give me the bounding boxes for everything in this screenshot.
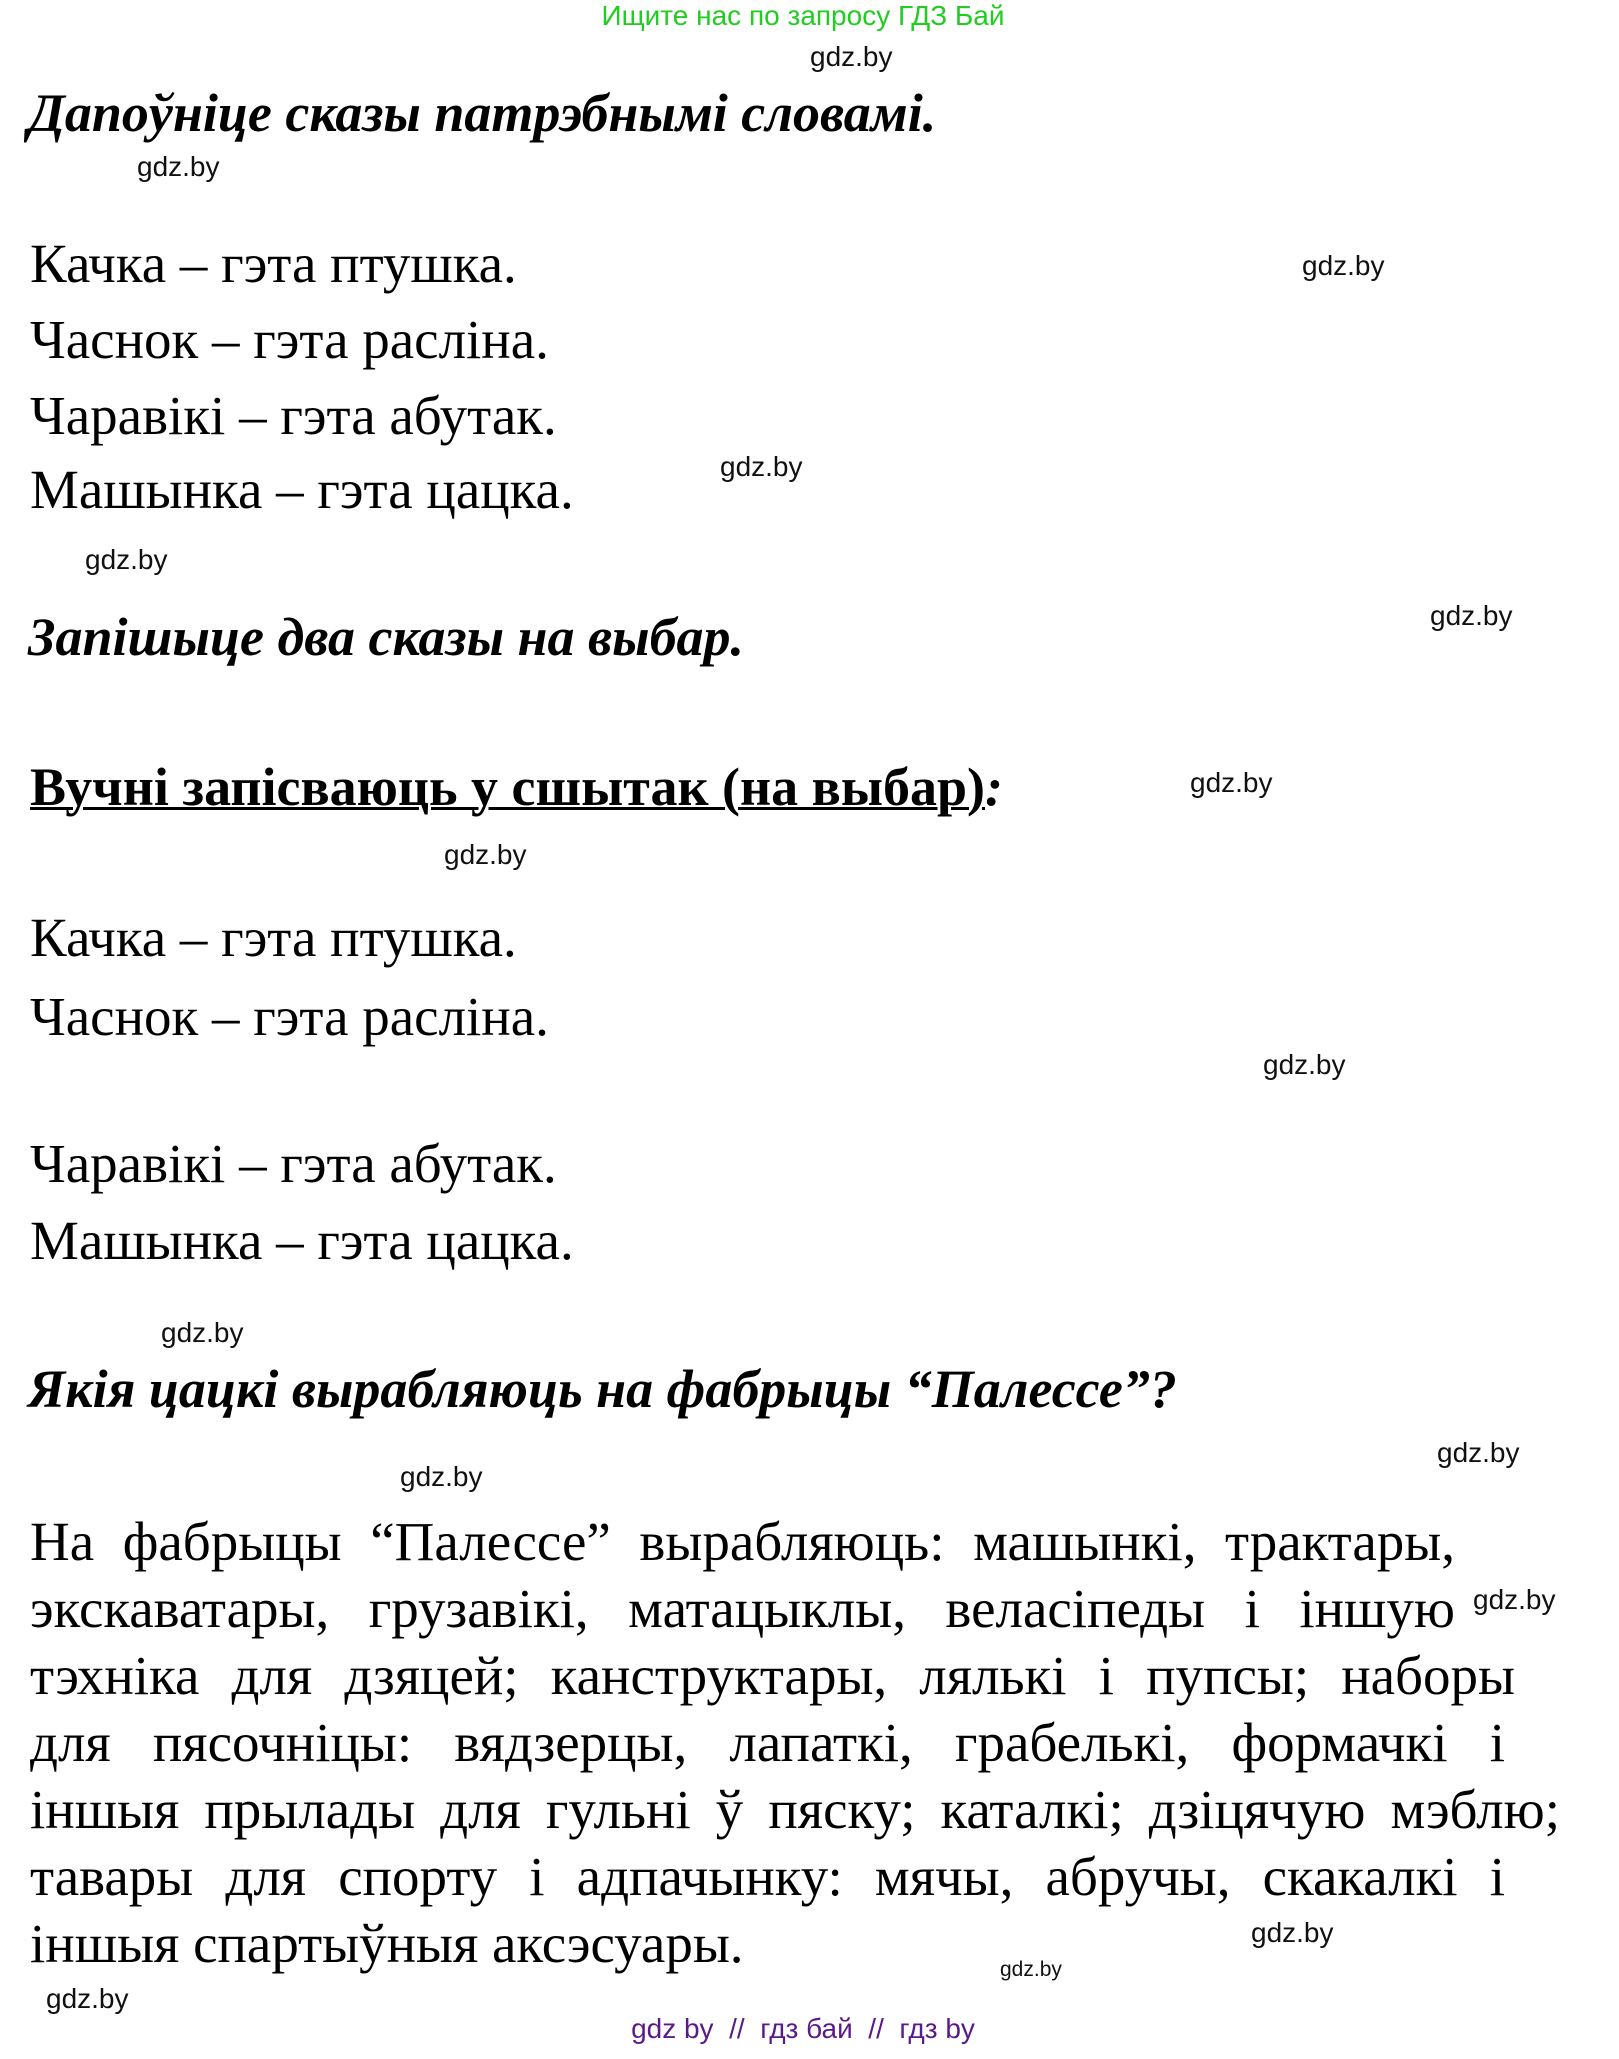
answer-line: Качка – гэта птушка.	[30, 233, 517, 294]
search-banner-link[interactable]: Ищите нас по запросу ГДЗ Бай	[601, 0, 1005, 31]
watermark: gdz.by	[444, 839, 527, 870]
watermark: gdz.by	[137, 151, 220, 182]
answer-line: Машынка – гэта цацка.	[30, 459, 574, 520]
paragraph-line: тэхніка для дзяцей; канструктары, лялькі і пупсы; наборы	[30, 1645, 1515, 1706]
watermark: gdz.by	[1430, 600, 1513, 631]
watermark: gdz.by	[810, 41, 893, 72]
answer-subheading	[30, 758, 1003, 817]
watermark: gdz.by	[1473, 1584, 1556, 1615]
answer-line: Качка – гэта птушка.	[30, 907, 517, 968]
subheading-colon: :	[985, 757, 1003, 817]
answer-line: Часнок – гэта расліна.	[30, 986, 549, 1047]
watermark: gdz.by	[161, 1317, 244, 1348]
watermark: gdz.by	[1251, 1917, 1334, 1948]
watermark: gdz.by	[1302, 250, 1385, 281]
watermark: gdz.by	[1000, 1958, 1062, 1981]
answer-line: Чаравікі – гэта абутак.	[30, 1133, 557, 1194]
paragraph-line: тавары для спорту і адпачынку: мячы, абручы, скакалкі і	[30, 1846, 1505, 1907]
task-heading-2: Запішыце два сказы на выбар.	[28, 607, 745, 667]
answer-line: Чаравікі – гэта абутак.	[30, 385, 557, 446]
task-heading-1: Дапоўніце сказы патрэбнымі словамі.	[28, 83, 937, 143]
watermark: gdz.by	[1263, 1049, 1346, 1080]
answer-line: Часнок – гэта расліна.	[30, 309, 549, 370]
paragraph-line: экскаватары, грузавікі, матацыклы, веласіпеды і іншую	[30, 1578, 1455, 1639]
footer-links[interactable]: gdz by // гдз бай // гдз by	[631, 2013, 975, 2044]
subheading-text: Вучні запісваюць у сшытак (на выбар)	[30, 757, 985, 817]
paragraph-line: іншыя прылады для гульні ў пяску; каталкі; дзіцячую мэблю;	[30, 1779, 1560, 1840]
watermark: gdz.by	[1190, 767, 1273, 798]
watermark: gdz.by	[720, 451, 803, 482]
paragraph-line: для пясочніцы: вядзерцы, лапаткі, грабелькі, формачкі і	[30, 1712, 1505, 1773]
paragraph-line: На фабрыцы “Палессе” вырабляюць: машынкі, трактары,	[30, 1511, 1455, 1572]
task-heading-3: Якія цацкі вырабляюць на фабрыцы “Палессе”?	[28, 1359, 1177, 1419]
watermark: gdz.by	[85, 544, 168, 575]
watermark: gdz.by	[46, 1983, 129, 2014]
answer-line: Машынка – гэта цацка.	[30, 1210, 574, 1271]
answer-paragraph	[30, 1508, 1560, 1977]
watermark: gdz.by	[400, 1461, 483, 1492]
paragraph-line: іншыя спартыўныя аксэсуары.	[30, 1913, 744, 1974]
watermark: gdz.by	[1437, 1437, 1520, 1468]
